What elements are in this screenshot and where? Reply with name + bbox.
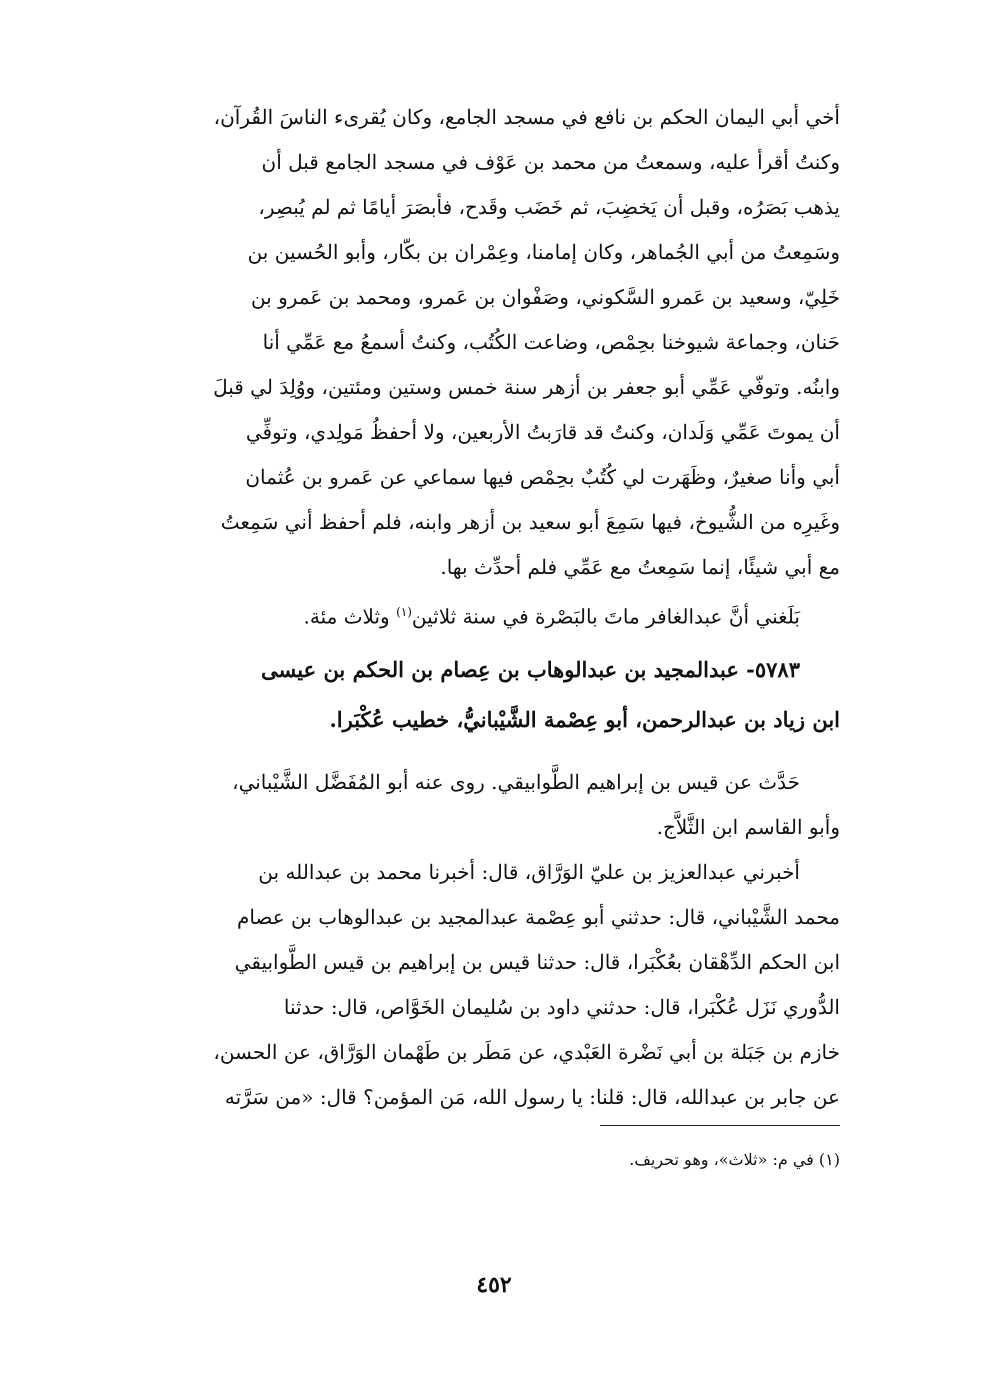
paragraph-death-note bbox=[118, 590, 840, 635]
death-note-text: بَلَغني أنَّ عبدالغافر ماتَ بالبَصْرة في سنة ثلاثين bbox=[411, 604, 800, 629]
text-line: وكنتُ أقرأ عليه، وسمعتُ من محمد بن عَوْف في مسجد الجامع قبل أن bbox=[261, 150, 840, 174]
text-line: خازم بن جَبَلة بن أبي نَضْرة العَبْدي، عن مَطَر بن طَهْمان الوَرَّاق، عن الحسن، bbox=[213, 1040, 840, 1064]
paragraph-isnad bbox=[118, 850, 840, 1120]
page-number: ٤٥٢ bbox=[476, 1272, 512, 1298]
entry-heading-line: ابن زياد بن عبدالرحمن، أبو عِصْمة الشَّيْبانيُّ، خطيب عُكْبَرا. bbox=[329, 707, 840, 732]
text-line bbox=[118, 590, 840, 635]
text-line: أخبرني عبدالعزيز بن عليّ الوَرَّاق، قال: أخبرنا محمد بن عبدالله بن bbox=[258, 860, 800, 884]
paragraph-narrators bbox=[118, 760, 840, 850]
footnote: (١) في م: «ثلاث»، وهو تحريف. bbox=[629, 1150, 840, 1169]
text-line: أن يموتَ عَمِّي وَلَدان، وكنتُ قد قارَبتُ الأربعين، ولا أحفظُ مَولِدي، وتوفِّي bbox=[245, 420, 840, 444]
text-line: أبي وأنا صغيرٌ، وظَهَرت لي كُتُبٌ بحِمْص فيها سماعي عن عَمرو بن عُثمان bbox=[245, 465, 840, 489]
text-line: محمد الشَّيْباني، قال: حدثني أبو عِصْمة عبدالمجيد بن عبدالوهاب بن عصام bbox=[236, 905, 840, 929]
text-line: وابنُه. وتوفّي عَمِّي أبو جعفر بن أزهر سنة خمس وستين ومئتين، ووُلِدَ لي قبلَ bbox=[213, 375, 840, 399]
text-line: ابن الحكم الدِّهْقان بعُكْبَرا، قال: حدثنا قيس بن إبراهيم بن قيس الطَّوابيقي bbox=[234, 950, 840, 974]
text-line: أخي أبي اليمان الحكم بن نافع في مسجد الجامع، وكان يُقرىء الناسَ القُرآن، bbox=[213, 105, 840, 129]
text-line: الدُّوري نَزَل عُكْبَرا، قال: حدثني داود بن سُليمان الخَوَّاص، قال: حدثنا bbox=[283, 995, 840, 1019]
footnote-divider bbox=[600, 1125, 840, 1126]
text-line: يذهب بَصَرُه، وقبل أن يَخضِبَ، ثم خَضَب وقَدح، فأبصَرَ أيامًا ثم لم يُبصِر، bbox=[258, 195, 840, 219]
text-line: خَلِيّ، وسعيد بن عَمرو السَّكوني، وصَفْوان بن عَمرو، ومحمد بن عَمرو بن bbox=[250, 285, 840, 309]
text-line: وأبو القاسم ابن الثَّلاَّج. bbox=[656, 815, 840, 839]
footnote-marker: (١) bbox=[396, 605, 412, 619]
text-line: وسَمِعتُ من أبي الجُماهر، وكان إمامنا، وعِمْران بن بكّار، وأبو الحُسين بن bbox=[247, 240, 840, 264]
entry-heading-line: ٥٧٨٣- عبدالمجيد بن عبدالوهاب بن عِصام بن الحكم بن عيسى bbox=[261, 657, 800, 682]
death-note-text-end: وثلاث مئة. bbox=[303, 604, 397, 629]
text-line: مع أبي شيئًا، إنما سَمِعتُ مع عَمِّي فلم أحدِّث بها. bbox=[440, 555, 840, 579]
text-line: عن جابر بن عبدالله، قال: قلنا: يا رسول الله، مَن المؤمن؟ قال: «من سَرَّته bbox=[224, 1085, 840, 1109]
text-line: وغَيرِه من الشُّيوخ، فيها سَمِعَ أبو سعيد بن أزهر وابنه، فلم أحفظ أني سَمِعتُ bbox=[220, 510, 840, 534]
text-line: حَنان، وجماعة شيوخنا بحِمْص، وضاعت الكُتُب، وكنتُ أسمعُ مع عَمِّي أنا bbox=[262, 330, 840, 354]
paragraph-biography-continuation bbox=[118, 95, 840, 590]
entry-heading bbox=[118, 645, 840, 745]
text-line: حَدَّث عن قيس بن إبراهيم الطَّوابيقي. روى عنه أبو المُفَضَّل الشَّيْباني، bbox=[232, 770, 800, 794]
